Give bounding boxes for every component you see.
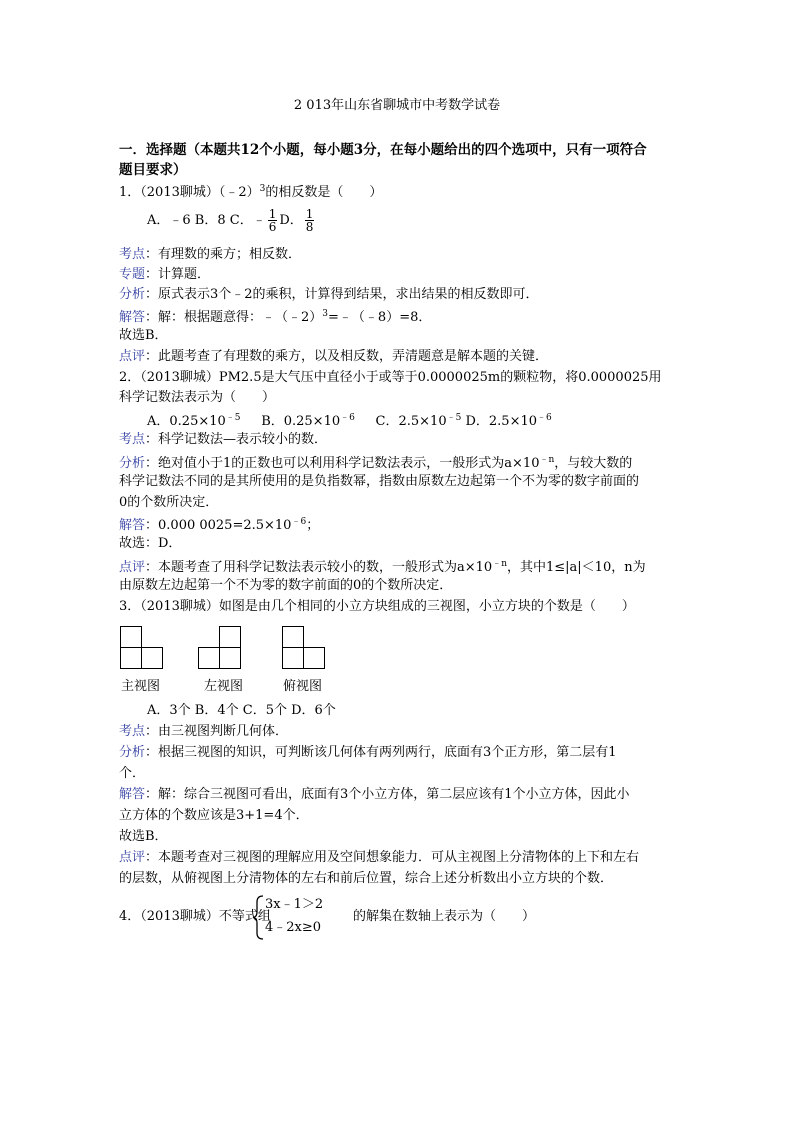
left-view-caption: 左视图: [204, 679, 244, 694]
page-title: 2 013年山东省聊城市中考数学试卷: [293, 98, 501, 113]
q2-options: [147, 410, 552, 427]
q3-stem: 3．（2013聊城）如图是由几个相同的小立方块组成的三视图，小立方块的个数是（ ）: [119, 599, 635, 614]
front-view-top-square: [121, 627, 142, 648]
front-view-bottom-left-square: [121, 648, 142, 669]
section-heading-line2: 题目要求）: [119, 162, 187, 178]
top-view-caption: 俯视图: [283, 679, 323, 694]
q3-choice: 故选B．: [119, 829, 168, 844]
q2-kaodian: [119, 431, 327, 448]
q3-jieda-line2: 立方体的个数应该是3+1=4个．: [119, 808, 309, 823]
q3-dianping-text: ：本题考查对三视图的理解应用及空间想象能力．可从主视图上分清物体的上下和左右: [145, 850, 640, 865]
label-fenxi: 分析: [119, 456, 146, 471]
q1-jieda: [119, 306, 431, 323]
q1-zhuanti: [119, 266, 210, 283]
q1-dianping: [119, 348, 548, 365]
q1-fenxi: [119, 286, 539, 303]
label-kaodian: 考点: [119, 432, 146, 447]
q1-kaodian: [119, 246, 301, 263]
q1-choice: 故选B．: [119, 328, 168, 343]
q2-fenxi-line3: 0的个数所决定．: [119, 495, 219, 510]
q2-option-d-exp: ﹣6: [537, 413, 552, 423]
label-kaodian: 考点: [119, 247, 146, 262]
q1-stem-exponent: 3: [259, 184, 266, 194]
q2-fenxi-tail: ，与较大数的: [554, 456, 633, 471]
q1-jieda-text: ：解：根据题意得：﹣（﹣2）: [145, 310, 323, 325]
label-jieda: 解答: [119, 787, 146, 802]
q3-jieda-text: ：解：综合三视图可看出，底面有3个小立方体，第二层应该有1个小立方体，因此小: [145, 787, 630, 802]
q2-jieda-exp: ﹣6: [291, 517, 307, 527]
label-kaodian: 考点: [119, 724, 146, 739]
label-fenxi: 分析: [119, 745, 146, 760]
q3-jieda-line1: [119, 786, 630, 803]
q2-jieda-text: ：0.000 0025=2.5×10: [145, 518, 292, 533]
q2-stem-line2: 科学记数法表示为（ ）: [119, 390, 276, 405]
left-view-bottom-left-square: [199, 648, 220, 669]
q1-stem-tail: 的相反数是（ ）: [265, 185, 383, 200]
label-zhuanti: 专题: [119, 267, 146, 282]
left-view-bottom-right-square: [220, 648, 241, 669]
label-dianping: 点评: [119, 349, 146, 364]
q3-options: A．3个 B．4个 C．5个 D．6个: [147, 703, 336, 718]
q2-dianping-line1: [119, 556, 646, 573]
q2-jieda: [119, 514, 319, 531]
q3-kaodian: [119, 723, 288, 740]
top-view-top-square: [283, 627, 304, 648]
front-view-caption: 主视图: [121, 679, 161, 694]
q2-jieda-tail: ；: [306, 518, 320, 533]
q2-option-c: C．2.5×10: [375, 414, 447, 429]
q2-option-b: B．0.25×10: [261, 414, 341, 429]
q1-option-d-denominator: 8: [305, 220, 314, 234]
q2-dianping-tail: ，其中1≤|a|＜10，n为: [507, 560, 646, 575]
q2-dianping-text: ：本题考查了用科学记数法表示较小的数，一般形式为a×10: [145, 560, 493, 575]
q4-inequality-1: 3x﹣1＞2: [265, 897, 324, 912]
q1-option-d-label: D．: [279, 213, 303, 228]
three-views-drawing: [119, 623, 359, 673]
q4-inequality-2: 4﹣2x≥0: [265, 920, 322, 935]
q2-dianping-line2: 由原数左边起第一个不为零的数字前面的0的个数所决定．: [119, 578, 453, 593]
q2-fenxi-line2: 科学记数法不同的是其所使用的是负指数幂，指数由原数左边起第一个不为零的数字前面的: [119, 474, 640, 489]
q3-fenxi-line2: 个．: [119, 766, 146, 781]
q2-option-d: D．2.5×10: [465, 414, 538, 429]
q1-jieda-tail: =﹣（﹣8）=8．: [328, 310, 432, 325]
q3-kaodian-text: ：由三视图判断几何体．: [145, 724, 289, 739]
q3-fenxi-line1: [119, 744, 617, 761]
q1-jieda-exponent: 3: [322, 309, 329, 319]
section-heading-line1: 一．选择题（本题共12个小题，每小题3分，在每小题给出的四个选项中，只有一项符合: [119, 142, 647, 158]
top-view-bottom-right-square: [304, 648, 325, 669]
q1-option-d-fraction: [305, 208, 315, 233]
q1-zhuanti-text: ：计算题．: [145, 267, 211, 282]
three-views-figure: [119, 623, 359, 698]
q1-fenxi-text: ：原式表示3个﹣2的乘积，计算得到结果，求出结果的相反数即可．: [145, 287, 539, 302]
q3-dianping-line2: 的层数，从俯视图上分清物体的左右和前后位置，综合上述分析数出小立方块的个数．: [119, 871, 614, 886]
q1-stem: [119, 181, 382, 198]
label-jieda: 解答: [119, 518, 146, 533]
q1-options-ab: A．﹣6 B．8 C．: [147, 213, 253, 228]
left-view-top-square: [220, 627, 241, 648]
q1-option-c-denominator: 6: [268, 220, 277, 234]
top-view-bottom-left-square: [283, 648, 304, 669]
label-dianping: 点评: [119, 850, 146, 865]
q2-option-c-exp: ﹣5: [446, 413, 462, 423]
q2-stem-line1: 2．（2013聊城）PM2.5是大气压中直径小于或等于0.0000025m的颗粒物，将0.0000025用: [119, 370, 662, 385]
q1-stem-text: 1．（2013聊城）（﹣2）: [119, 185, 260, 200]
q1-option-c-numerator: 1: [268, 207, 277, 221]
q1-kaodian-text: ：有理数的乘方；相反数．: [145, 247, 302, 262]
q1-dianping-text: ：此题考查了有理数的乘方，以及相反数，弄清题意是解本题的关键．: [145, 349, 549, 364]
q2-fenxi-line1: [119, 452, 632, 469]
front-view-bottom-right-square: [142, 648, 163, 669]
q1-option-c-fraction: [268, 208, 278, 233]
q1-option-c-minus: ﹣: [252, 213, 266, 228]
q3-fenxi-text: ：根据三视图的知识，可判断该几何体有两列两行，底面有3个正方形，第二层有1: [145, 745, 617, 760]
q2-dianping-exp: ﹣n: [492, 559, 507, 569]
q3-dianping-line1: [119, 849, 639, 866]
q2-option-b-exp: ﹣6: [340, 413, 355, 423]
label-jieda: 解答: [119, 310, 146, 325]
q4-stem-prefix: 4．（2013聊城）不等式组: [119, 909, 271, 924]
q1-option-d-numerator: 1: [305, 207, 314, 221]
q2-option-a: A．0.25×10: [147, 414, 226, 429]
label-dianping: 点评: [119, 560, 146, 575]
label-fenxi: 分析: [119, 287, 146, 302]
q4-stem-suffix: 的解集在数轴上表示为（ ）: [353, 909, 536, 924]
q2-choice: 故选：D．: [119, 536, 182, 551]
q2-kaodian-text: ：科学记数法—表示较小的数．: [145, 432, 328, 447]
q4-inequality-system: [252, 895, 347, 940]
q2-fenxi-exp: ﹣n: [539, 455, 555, 465]
q2-option-a-exp: ﹣5: [225, 413, 241, 423]
q1-options: [147, 206, 316, 236]
q2-fenxi-text: ：绝对值小于1的正数也可以利用科学记数法表示，一般形式为a×10: [145, 456, 540, 471]
left-brace-icon: [252, 895, 266, 940]
